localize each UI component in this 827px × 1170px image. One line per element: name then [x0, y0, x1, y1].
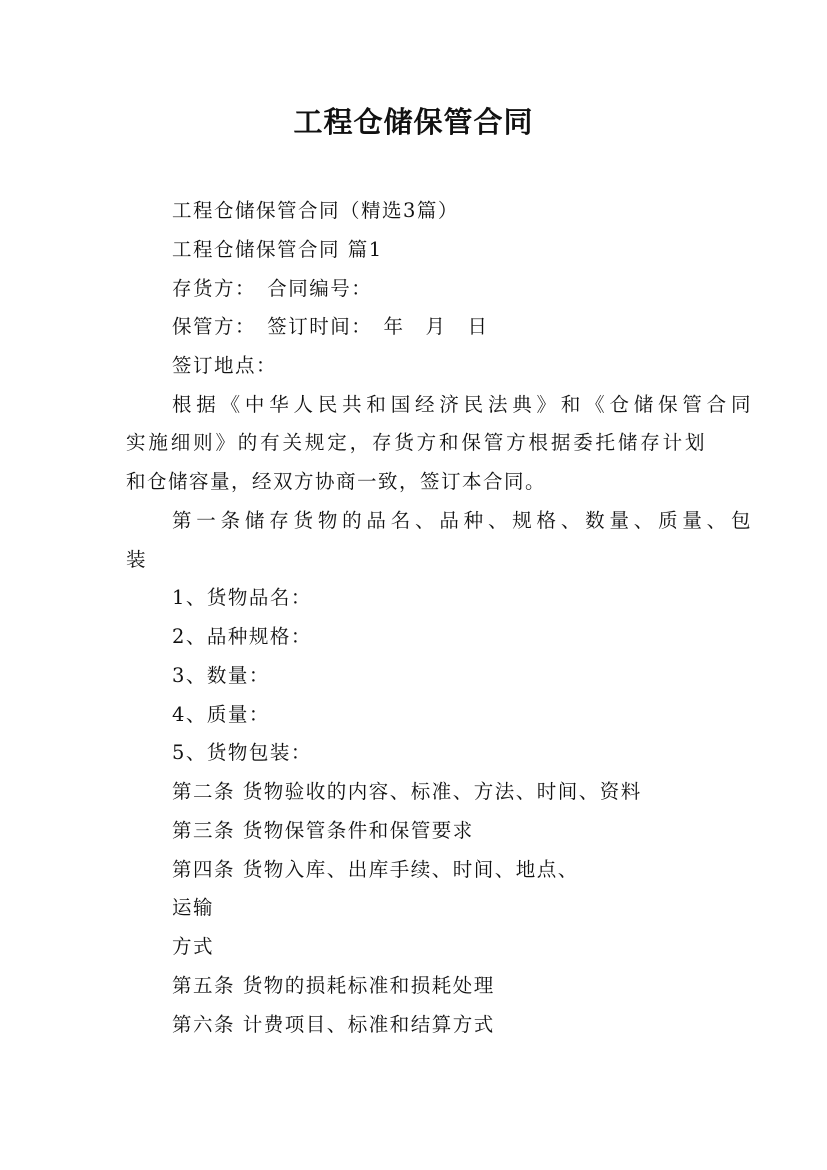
article-line: 第三条 货物保管条件和保管要求 — [172, 819, 474, 842]
paragraph-line: 根据《中华人民共和国经济民法典》和《仓储保管合同 — [172, 393, 752, 416]
depositor-line: 存货方： 合同编号： — [172, 277, 373, 300]
list-item: 1、货物品名： — [172, 586, 312, 609]
list-item: 3、数量： — [172, 664, 270, 687]
list-item: 4、质量： — [172, 703, 270, 726]
paragraph-line: 和仓储容量，经双方协商一致，签订本合同。 — [126, 470, 547, 493]
article-line: 第六条 计费项目、标准和结算方式 — [172, 1013, 495, 1036]
article-line: 运输 — [172, 896, 215, 919]
article-line: 第四条 货物入库、出库手续、时间、地点、 — [172, 858, 579, 881]
custodian-line: 保管方： 签订时间： 年 月 日 — [172, 315, 489, 338]
paragraph-line: 实施细则》的有关规定，存货方和保管方根据委托储存计划 — [126, 431, 706, 454]
list-item: 2、品种规格： — [172, 625, 312, 648]
list-item: 5、货物包装： — [172, 741, 312, 764]
signing-place-line: 签订地点： — [172, 354, 278, 377]
section-heading: 工程仓储保管合同 篇1 — [172, 238, 383, 261]
article-line: 第一条储存货物的品名、品种、规格、数量、质量、包 — [172, 509, 752, 532]
document-title: 工程仓储保管合同 — [293, 105, 534, 139]
article-line: 第二条 货物验收的内容、标准、方法、时间、资料 — [172, 780, 642, 803]
article-line: 第五条 货物的损耗标准和损耗处理 — [172, 974, 495, 997]
article-line: 方式 — [172, 935, 215, 958]
subtitle-line: 工程仓储保管合同（精选3篇） — [172, 199, 459, 222]
article-line: 装 — [126, 548, 148, 571]
